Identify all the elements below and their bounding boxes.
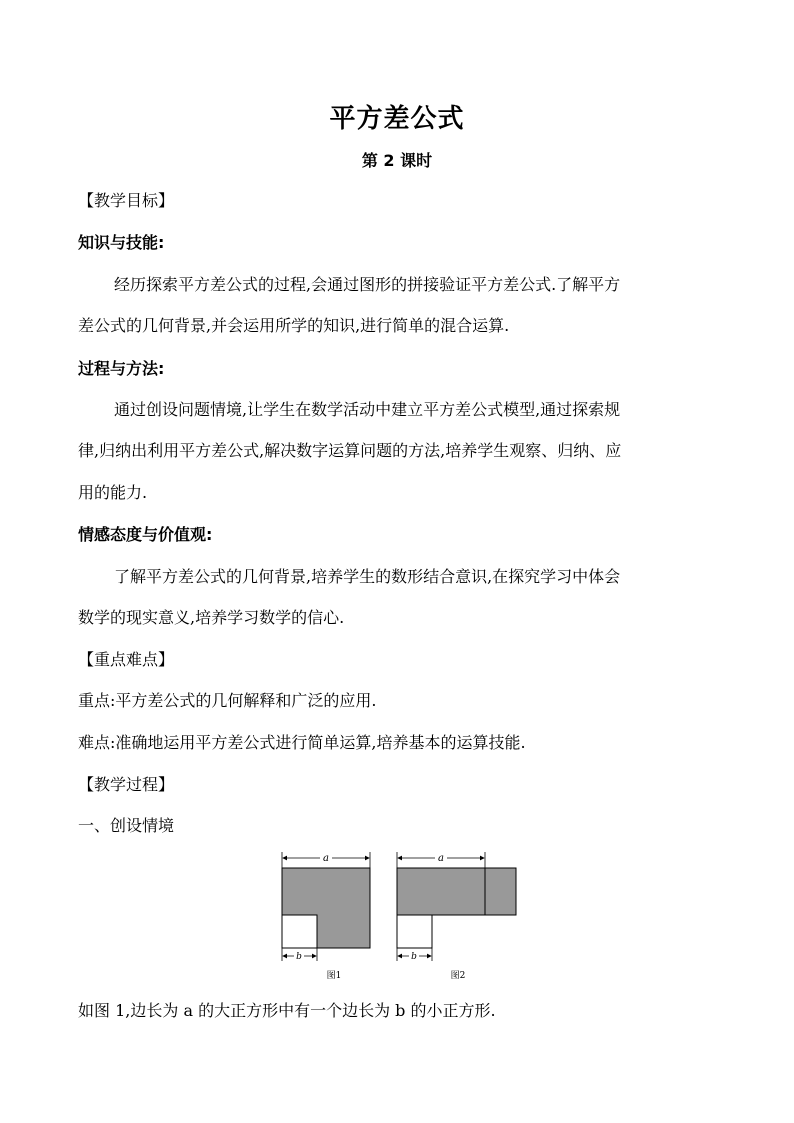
square-difference-figure (276, 848, 526, 983)
knowledge-heading: 知识与技能: (78, 233, 165, 252)
fig2-caption: 图2 (450, 971, 466, 981)
knowledge-text-line1: 经历探索平方差公式的过程,会通过图形的拼接验证平方差公式.了解平方 (114, 275, 621, 294)
figure-2 (397, 851, 516, 981)
step1-heading: 一、创设情境 (78, 816, 175, 835)
process-heading: 过程与方法: (78, 359, 165, 378)
fig2-left-rect (397, 868, 485, 915)
attitude-heading: 情感态度与价值观: (78, 525, 213, 544)
knowledge-text-line2: 差公式的几何背景,并会运用所学的知识,进行简单的混合运算. (78, 316, 510, 335)
process-text-line3: 用的能力. (78, 483, 148, 502)
attitude-text-line2: 数学的现实意义,培养学习数学的信心. (78, 608, 345, 627)
fig2-label-b: b (411, 952, 417, 962)
keypoint-text: 重点:平方差公式的几何解释和广泛的应用. (78, 691, 377, 710)
fig2-small-square (397, 915, 432, 948)
fig2-right-rect (485, 868, 516, 915)
figure-description: 如图 1,边长为 a 的大正方形中有一个边长为 b 的小正方形. (78, 1001, 496, 1020)
attitude-text-line1: 了解平方差公式的几何背景,培养学生的数形结合意识,在探究学习中体会 (114, 567, 621, 586)
figure-1 (282, 851, 370, 981)
process-text-line1: 通过创设问题情境,让学生在数学活动中建立平方差公式模型,通过探索规 (114, 400, 621, 419)
page-subtitle: 第 2 课时 (361, 151, 433, 170)
keypoints-heading: 【重点难点】 (78, 650, 175, 669)
difficulty-text: 难点:准确地运用平方差公式进行简单运算,培养基本的运算技能. (78, 733, 526, 752)
objectives-heading: 【教学目标】 (78, 191, 175, 210)
page-title: 平方差公式 (329, 104, 465, 134)
process-text-line2: 律,归纳出利用平方差公式,解决数字运算问题的方法,培养学生观察、归纳、应 (78, 441, 622, 460)
fig1-label-a: a (323, 853, 329, 864)
fig1-label-b: b (296, 952, 302, 962)
fig2-label-a: a (438, 853, 444, 864)
teaching-process-heading: 【教学过程】 (78, 775, 175, 794)
fig1-small-square (282, 915, 317, 948)
fig1-caption: 图1 (326, 971, 342, 981)
